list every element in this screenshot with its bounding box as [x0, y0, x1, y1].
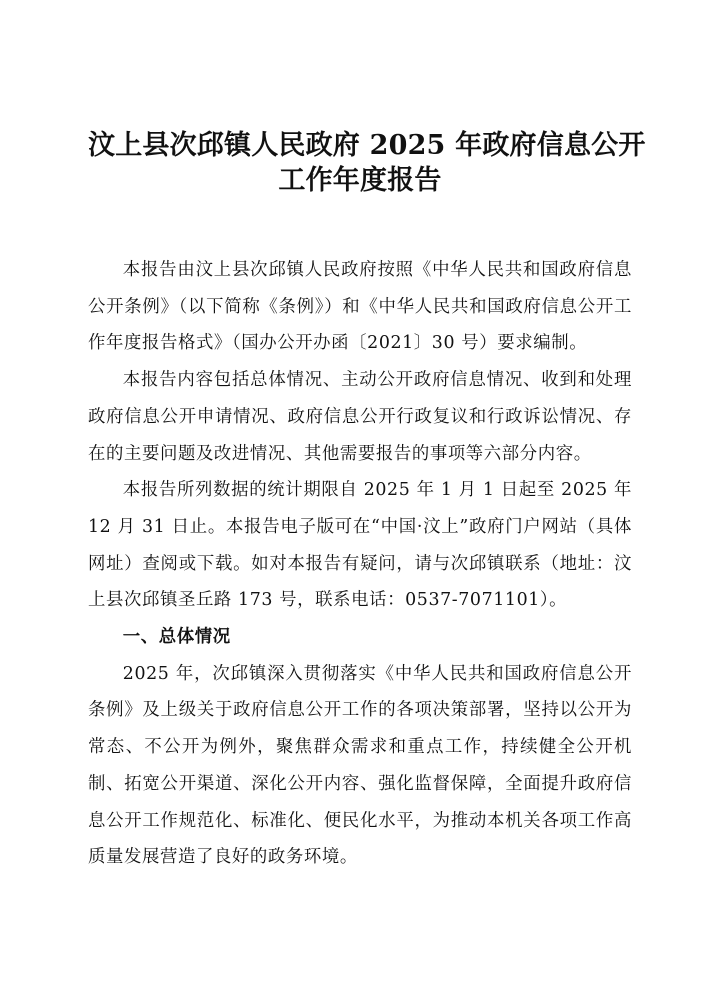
intro-paragraph-basis: 本报告由汶上县次邱镇人民政府按照《中华人民共和国政府信息公开条例》（以下简称《条例》）和《中华人民共和国政府信息公开工作年度报告格式》（国办公开办函〔2021〕30 号）要求编制。 [88, 260, 632, 354]
title-line-1: 汶上县次邱镇人民政府 2025 年政府信息公开 [88, 130, 646, 161]
report-content [88, 252, 632, 876]
intro-paragraph-period-contact: 本报告所列数据的统计期限自 2025 年 1 月 1 日起至 2025 年 12 月 31 日止。本报告电子版可在“中国·汶上”政府门户网站（具体网址）查阅或下载。如对本报告有疑问，请与次邱镇联系（地址：汶上县次邱镇圣丘路 173 号，联系电话：0537-7071101）。 [88, 480, 632, 611]
section-heading-overview: 一、总体情况 [122, 627, 231, 648]
overview-paragraph: 2025 年，次邱镇深入贯彻落实《中华人民共和国政府信息公开条例》及上级关于政府信息公开工作的各项决策部署，坚持以公开为常态、不公开为例外，聚焦群众需求和重点工作，持续健全公开机制、拓宽公开渠道、深化公开内容、强化监督保障，全面提升政府信息公开工作规范化、标准化、便民化水平，为推动本机关各项工作高质量发展营造了良好的政务环境。 [88, 663, 632, 868]
document-body [88, 128, 646, 876]
title-line-2: 工作年度报告 [278, 165, 442, 196]
document-title [88, 128, 646, 198]
intro-paragraph-contents: 本报告内容包括总体情况、主动公开政府信息情况、收到和处理政府信息公开申请情况、政府信息公开行政复议和行政诉讼情况、存在的主要问题及改进情况、其他需要报告的事项等六部分内容。 [88, 370, 632, 464]
